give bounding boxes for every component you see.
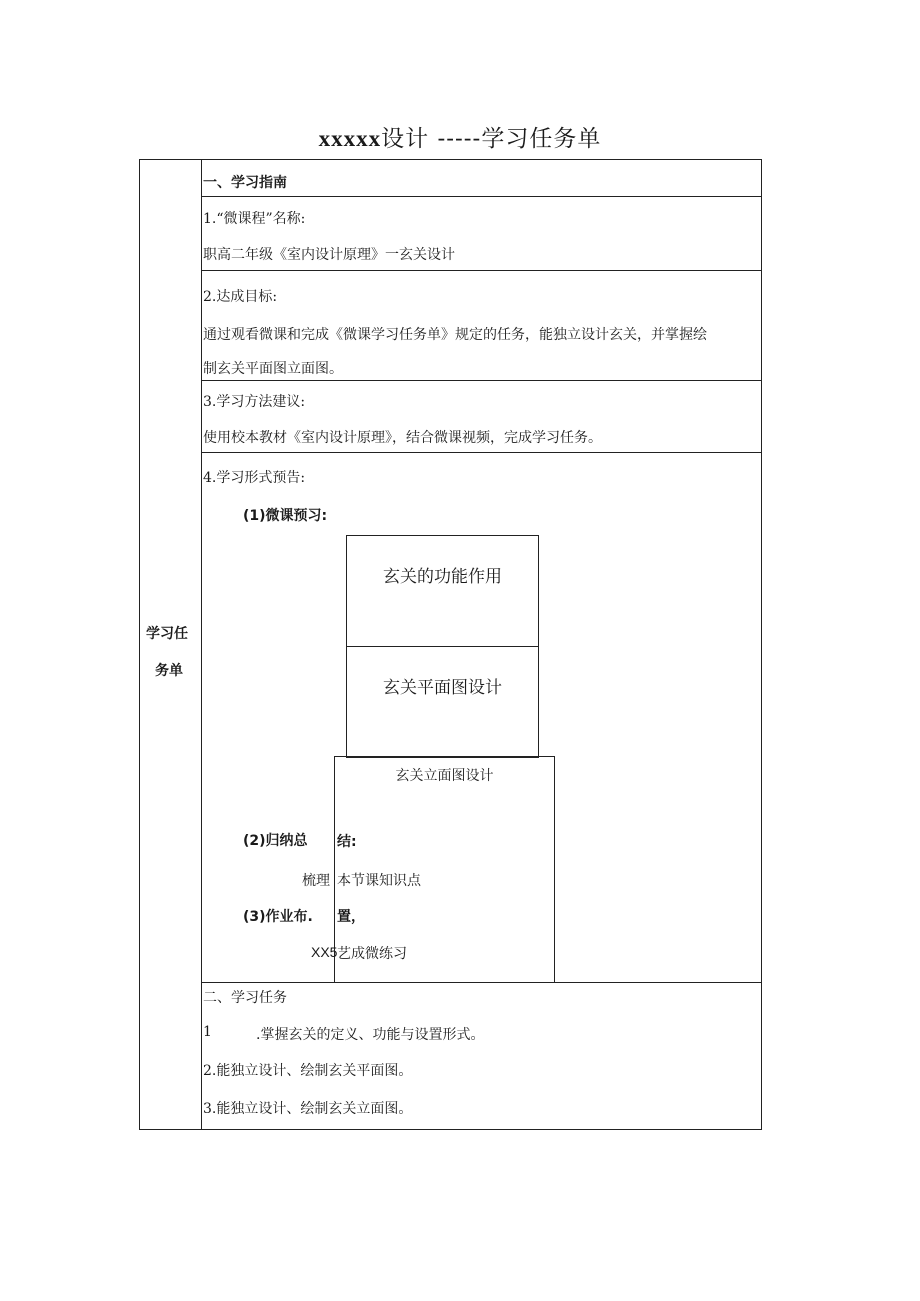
item4-sub3-detail-left: XX5 — [311, 944, 338, 960]
task3-text: 3.能独立设计、绘制玄关立面图。 — [203, 1101, 413, 1117]
page-title-rest: 设计 -----学习任务单 — [381, 126, 602, 152]
table-border-top — [139, 159, 762, 160]
item3-value: 使用校本教材《室内设计原理》，结合微课视频，完成学习任务。 — [203, 430, 602, 446]
table-divider-column — [201, 159, 202, 1130]
task2-text: 2.能独立设计、绘制玄关平面图。 — [203, 1063, 413, 1079]
item2-line1: 通过观看微课和完成《微课学习任务单》规定的任务，能独立设计玄关，并掌握绘 — [203, 327, 707, 343]
section2-heading: 二、学习任务 — [203, 990, 287, 1006]
box-function — [346, 535, 539, 647]
item4-sub2-detail-left: 梳理 — [302, 873, 330, 889]
box-function-label: 玄关的功能作用 — [383, 567, 502, 587]
left-label-line2: 务单 — [155, 663, 183, 679]
item4-sub3-left: (3)作业布. — [243, 909, 313, 925]
item4-sub3-right: 置， — [337, 909, 365, 925]
task1-number: 1 — [203, 1024, 212, 1040]
row-divider — [201, 452, 762, 453]
page-title-latin: xxxxx — [318, 126, 382, 151]
item4-sub2-left: (2)归纳总 — [243, 833, 308, 849]
box-plan-label: 玄关平面图设计 — [383, 678, 502, 698]
item2-label: 2.达成目标: — [203, 289, 278, 305]
row-divider — [201, 196, 762, 197]
box-elevation-label: 玄关立面图设计 — [395, 768, 494, 784]
left-label-line1: 学习任 — [146, 626, 188, 642]
table-border-left — [139, 159, 140, 1130]
section1-heading: 一、学习指南 — [203, 175, 287, 191]
table-border-right — [761, 159, 762, 1130]
item1-label: 1.“微课程”名称: — [203, 211, 306, 227]
task1-text: .掌握玄关的定义、功能与设置形式。 — [256, 1027, 485, 1043]
box-plan — [346, 646, 539, 758]
item1-value: 职高二年级《室内设计原理》一玄关设计 — [203, 247, 455, 263]
item4-sub2-right: 结: — [337, 834, 357, 850]
page-title — [0, 120, 920, 153]
row-divider — [201, 270, 762, 271]
item4-sub3-detail-right: 艺成微练习 — [337, 946, 407, 962]
item4-sub1: (1)微课预习: — [243, 508, 328, 524]
table-border-bottom — [139, 1129, 762, 1130]
item4-sub2-detail-right: 本节课知识点 — [337, 873, 421, 889]
item4-label: 4.学习形式预告: — [203, 470, 306, 486]
item3-label: 3.学习方法建议: — [203, 394, 306, 410]
item2-line2: 制玄关平面图立面图。 — [203, 361, 343, 377]
row-divider — [201, 380, 762, 381]
